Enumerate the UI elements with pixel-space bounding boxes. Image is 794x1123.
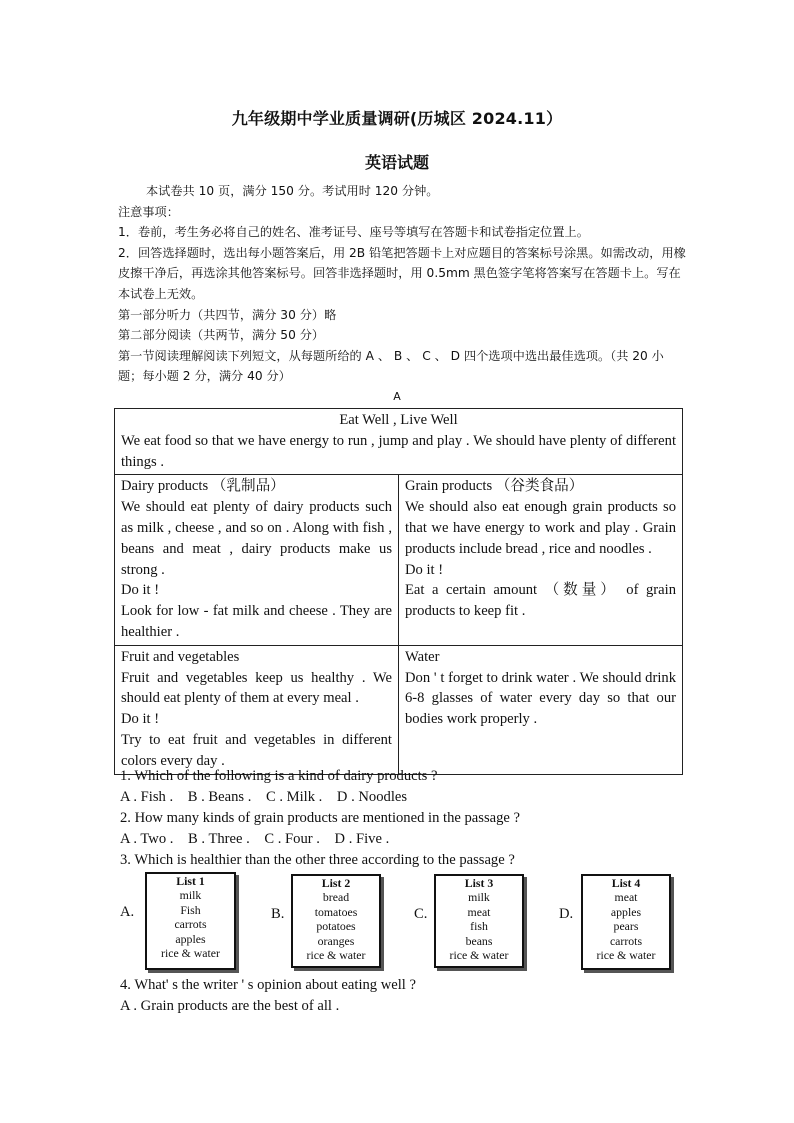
list-4-title: List 4 [611, 876, 641, 890]
list-2-item: potatoes [316, 919, 356, 934]
water-heading: Water [405, 648, 440, 665]
option-c-label: C. [414, 906, 428, 922]
grain-cell [399, 475, 683, 645]
question-1: 1. Which of the following is a kind of dairy products ? [120, 768, 438, 784]
exam-intro: 本试卷共 10 页，满分 150 分。考试用时 120 分钟。 [146, 184, 439, 198]
fruit-tip: Try to eat fruit and vegetables in different colors every day . [121, 731, 392, 769]
dairy-body: We should eat plenty of dairy products such as milk , cheese , and so on . Along with fish , beans and meat , dairy products make us strong . [121, 499, 392, 578]
list-3-item: beans [465, 933, 493, 948]
part-1-heading: 第一部分听力（共四节，满分 30 分）略 [118, 307, 337, 322]
list-2-item: rice & water [306, 948, 366, 963]
question-3: 3. Which is healthier than the other three according to the passage ? [120, 852, 515, 868]
exam-title: 九年级期中学业质量调研(历城区 2024.11） [231, 109, 563, 128]
list-4-item: carrots [609, 933, 643, 948]
list-1-box [145, 872, 236, 970]
list-3-item: milk [468, 890, 490, 905]
option-b-label: B. [271, 906, 285, 922]
exam-subtitle: 英语试题 [364, 153, 429, 172]
list-1-item: carrots [174, 917, 207, 932]
passage-title: Eat Well , Live Well [339, 412, 458, 428]
list-2-item: tomatoes [314, 904, 358, 919]
list-4-item: meat [614, 890, 638, 905]
instructions [118, 181, 686, 387]
list-3-item: meat [467, 904, 491, 919]
list-2-title: List 2 [321, 876, 351, 890]
note-2: 2．回答选择题时，选出每小题答案后，用 2B 铅笔把答题卡上对应题目的答案标号涂黑。如需改动，用橡皮擦干净后，再选涂其他答案标号。回答非选择题时，用 0.5mm 黑色签字笔将答案写在答题卡上。写在本试卷上无效。 [118, 245, 686, 301]
fruit-cell [115, 645, 399, 774]
option-d-label: D. [559, 906, 574, 922]
list-3-item: rice & water [449, 948, 509, 963]
list-4-box [581, 874, 671, 970]
water-cell [399, 645, 683, 774]
passage-intro-cell [115, 409, 683, 475]
fruit-body: Fruit and vegetables keep us healthy . We should eat plenty of them at every meal . [121, 669, 392, 707]
question-2-options: A . Two . B . Three . C . Four . D . Five . [120, 831, 390, 847]
fruit-heading: Fruit and vegetables [121, 648, 240, 665]
section-label: A [393, 390, 401, 403]
question-4-option-a: A . Grain products are the best of all . [120, 998, 340, 1014]
passage-intro: We eat food so that we have energy to run , jump and play . We should have plenty of different things . [121, 432, 676, 470]
questions-block-2 [120, 975, 690, 1017]
list-1-item: apples [175, 931, 206, 946]
dairy-do-it: Do it ! [121, 582, 160, 599]
list-3-title: List 3 [464, 876, 494, 890]
part-2-heading: 第二部分阅读（共两节，满分 50 分） [118, 328, 325, 343]
questions-block [120, 766, 690, 871]
list-1-title: List 1 [176, 874, 205, 888]
list-1-item: rice & water [161, 946, 220, 961]
question-2: 2. How many kinds of grain products are mentioned in the passage ? [120, 810, 521, 826]
list-2-box [291, 874, 381, 968]
question-1-options: A . Fish . B . Beans . C . Milk . D . Noodles [120, 789, 408, 805]
notes-heading: 注意事项： [118, 204, 179, 219]
question-3-lists [120, 870, 680, 972]
list-4-item: pears [613, 919, 639, 934]
list-1-item: milk [179, 888, 202, 903]
section-1-directions: 第一节阅读理解阅读下列短文，从每题所给的 A 、 B 、 C 、 D 四个选项中选出最佳选项。（共 20 小题；每小题 2 分，满分 40 分） [118, 348, 664, 384]
question-4: 4. What' s the writer ' s opinion about eating well ? [120, 977, 416, 993]
passage-table [114, 408, 683, 775]
grain-tip: Eat a certain amount （数量） of grain products to keep fit . [405, 582, 676, 620]
list-2-item: oranges [317, 933, 355, 948]
list-4-item: rice & water [596, 948, 656, 963]
list-1-item: Fish [180, 902, 201, 917]
list-3-item: fish [470, 919, 488, 934]
list-2-item: bread [322, 890, 350, 905]
dairy-cell [115, 475, 399, 645]
fruit-do-it: Do it ! [121, 711, 160, 728]
grain-heading: Grain products （谷类食品） [405, 478, 584, 495]
list-4-item: apples [610, 904, 642, 919]
dairy-heading: Dairy products （乳制品） [121, 478, 285, 495]
list-3-box [434, 874, 524, 968]
grain-do-it: Do it ! [405, 561, 444, 578]
note-1: 1．卷前，考生务必将自己的姓名、准考证号、座号等填写在答题卡和试卷指定位置上。 [118, 225, 589, 240]
grain-body: We should also eat enough grain products so that we have energy to work and play . Grain products include bread , rice and noodles . [405, 499, 676, 557]
dairy-tip: Look for low - fat milk and cheese . They are healthier . [121, 603, 392, 640]
option-a-label: A. [120, 904, 135, 920]
water-body: Don ' t forget to drink water . We should drink 6-8 glasses of water every day so that our bodies work properly . [405, 669, 676, 728]
